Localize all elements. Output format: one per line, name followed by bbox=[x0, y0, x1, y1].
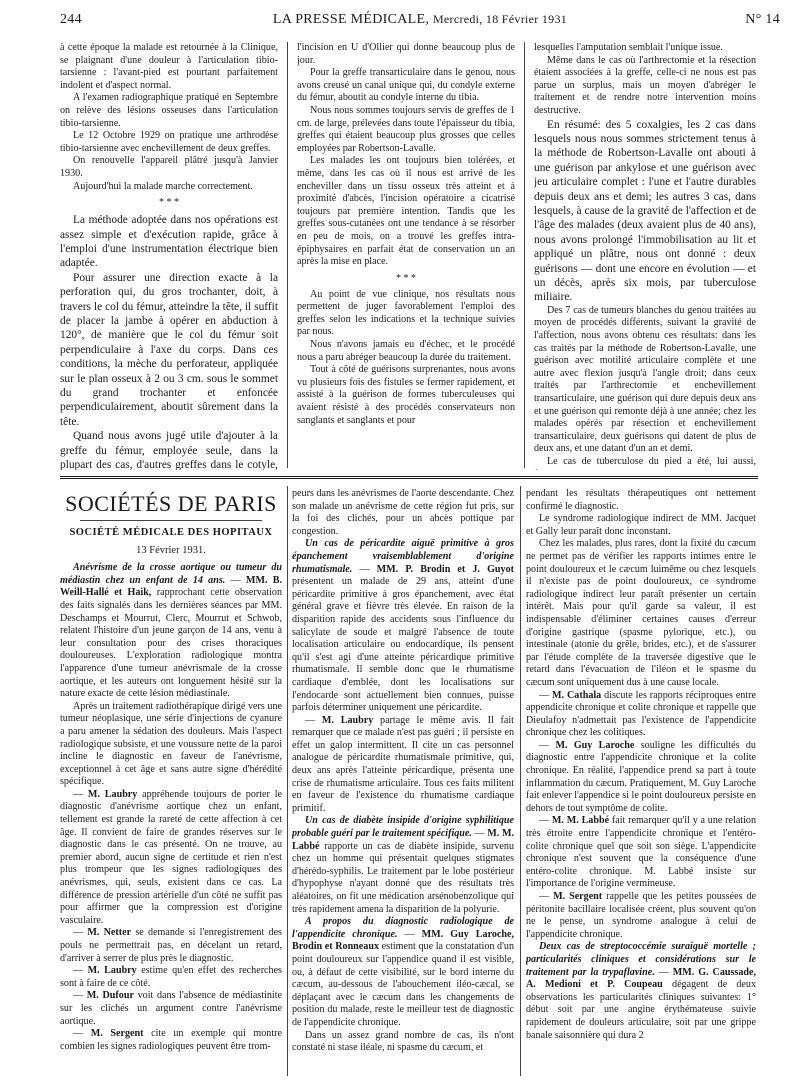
paragraph: La méthode adoptée dans nos opérations est assez simple et d'exécution rapide, grâce à l'emploi d'une instrumentation électrique bien adaptée. bbox=[60, 214, 278, 270]
discussion-text: se demande si l'enregistrement des pouls ne permettrait pas, en décelant un retard, d'arriver à serrer de plus près le diagnostic. bbox=[60, 927, 282, 964]
society-name: SOCIÉTÉ MÉDICALE DES HOPITAUX bbox=[69, 527, 273, 538]
communication-authors: MM. B. Weill-Hallé et Haik, bbox=[60, 574, 282, 599]
discussion-text: fait remarquer qu'il y a une relation très étroite entre l'appendicite chronique et l'entéro-colite chronique quel que soit son siège. L'appendicite chronique n'est souvent que la conséquence d'une entéro-colite chronique. M. Labbé insiste sur l'importance de l'origine vermineuse. bbox=[526, 815, 756, 890]
communication-text: rapprochant cette observation des faits signalés dans les dernières séances par MM. Deschamps et Mourrut, Clerc, Mourrut et Schwob, relatent l'histoire d'un jeune garçon de 14 ans, venu à leur consultation pour des crises thoraciques douloureuses. L'exploration radiologique montra l'apparence d'une tumeur anévrismale de la crosse aortique, et les auteurs ont longuement hésité sur la nature exacte de cette lésion médiastinale. bbox=[60, 587, 282, 700]
column-divider bbox=[287, 486, 288, 1076]
paragraph: Nous nous sommes toujours servis de greffes de 1 cm. de large, prélevées dans toute l'épaisseur du tibia, greffes qui étaient beaucoup plus grosses que celles employées par Robertson-Lavalle. bbox=[297, 104, 515, 154]
top-column-1 bbox=[60, 42, 278, 470]
communication-text: dégagent de deux observations les particularités cliniques suivantes: 1° début soit par une angine érythémateuse suivie rapidement de douleurs articulaire, soit par une grippe banale saisonnière qui dura 2 bbox=[526, 979, 756, 1041]
bottom-column-1 bbox=[60, 488, 282, 1074]
communication: A propos du diagnostic radiologique de l'appendicite chronique. — MM. Guy Laroche, Brodin et Ronneaux estiment que la constatation d'un point douloureux sur l'appendice quand il est visible, ou, à défaut de cette visibilité, sur le bord interne du cæcum, au-dessous de l'abouchement iléo-cæcal, se déplaçant avec le cæcum dans les changements de position du malade, reste le meilleur test de diagnostic de l'appendicite chronique. bbox=[292, 916, 514, 1028]
column-divider bbox=[287, 42, 288, 468]
paragraph: Pour la greffe transarticulaire dans le genou, nous avons creusé un canal unique qui, du condyle externe du fémur, aboutit au condyle interne du tibia. bbox=[297, 67, 515, 104]
discussion-text: rappelle que les petites poussées de péritonite bacillaire localisée créent, plus souvent qu'on ne le pense, un syndrome analogue à celui de l'appendicite chronique. bbox=[526, 891, 756, 940]
paragraph: Le syndrome radiologique indirect de MM. Jacquet et Gally leur paraît donc inconstant. bbox=[526, 513, 756, 537]
page-number: 244 bbox=[60, 12, 82, 27]
paragraph: Chez les malades, plus rares, dont la fixité du cæcum ne permet pas de vérifier les rapports intimes entre le point douloureux et le cæcum luimême ou chez lesquels il n'existe pas de point douloureux, ce syndrome radiologique indirect leur paraît présenter un certain intérêt. Mais pour qu'il garde sa valeur, il est indispensable d'éliminer certaines causes d'erreur d'origine gastrique (spasme pylorique, etc.), ou intestinale (atonie du grêle, brides, etc.), et de s'assurer par l'étude complète de la traversée digestive que le retard dans l'évacuation de l'iléon et le spasme du cæcum sont uniquement dus à une cause locale. bbox=[526, 538, 756, 688]
communication-authors: MM. P. Brodin et J. Guyot bbox=[376, 563, 514, 575]
discussion: — M. Sergent rappelle que les petites poussées de péritonite bacillaire localisée créent, plus souvent qu'on ne le pense, un syndrome analogue à celui de l'appendicite chronique. bbox=[526, 891, 756, 940]
discussion: — M. Cathala discute les rapports réciproques entre appendicite chronique et colite chronique et rappelle que Dieulafoy n'admettait pas l'existence de l'appendicite chronique chez les colitiques. bbox=[526, 689, 756, 739]
communication-text: rapporte un cas de diabète insipide, survenu chez un homme qui présentait quelques stigmates d'hérédo-syphilis. Le traitement par le lobe postérieur d'hypophyse n'ayant donné que des résultats très aléatoires, on fit une médication arsénobenzolique qui très rapidement amena la disparition de la polyurie. bbox=[292, 840, 514, 915]
communication-text: présentent un malade de 29 ans, atteint d'une péricardite primitive à gros épanchement, avec état général grave et fièvre très élevée. En raison de la disparition rapide des accidents sous l'influence du salicylate de soude et malgré l'absence de toute localisation articulaire ou endocardique, ils pensent qu'il s'est agi d'une atteinte péricardique primitive rhumatismale. Il semble donc que le rhumatisme cardiaque d'emblée, dont les localisations sur l'endocarde sont actuellement bien connues, puisse parfois déterminer uniquement une péricardite. bbox=[292, 576, 514, 714]
communication: Anévrisme de la crosse aortique ou tumeur du médiastin chez un enfant de 14 ans. — MM. B. Weill-Hallé et Haik, rapprochant cette observation des faits signalés dans les dernières séances par MM. Deschamps et Mourrut, Clerc, Mourrut et Schwob, relatent l'histoire d'un jeune garçon de 14 ans, venu à leur consultation pour des crises thoraciques douloureuses. L'exploration radiologique montra l'apparence d'une tumeur anévrismale de la crosse aortique, et les auteurs ont longuement hésité sur la nature exacte de cette lésion médiastinale. bbox=[60, 562, 282, 700]
discussion-text: voit dans l'absence de médiastinite sur les clichés un argument contre l'anévrisme aortique. bbox=[60, 990, 282, 1027]
speaker: M. Dufour bbox=[86, 990, 134, 1002]
paragraph: Pour assurer une direction exacte à la perforation qui, du gros trochanter, doit, à travers le col du fémur, atteindre la tête, il suffit de placer la jambe à opérer en abduction à 120°, de manière que le col du fémur soit perpendiculaire à l'axe du corps. Dans ces conditions, la mèche du perforateur, appliquée sur le plan osseux à 2 ou 3 cm. sous le sommet du grand trochanter et enfoncée perpendiculairement, aboutit sûrement dans la tête. bbox=[60, 271, 278, 428]
speaker: M. Laubry bbox=[87, 788, 138, 800]
discussion: — M. Guy Laroche souligne les difficultés du diagnostic entre l'appendicite chronique et la colite chronique. En réalité, l'appendice prend sa part à toute inflammation du cæcum. Pratiquement, M. Guy Laroche fait enlever l'appendice si le point douloureux persiste en dehors de tout symptôme de colite. bbox=[526, 739, 756, 814]
section-separator: * * * bbox=[159, 197, 179, 209]
bottom-column-3 bbox=[526, 488, 756, 1074]
discussion: — M. Laubry partage le même avis. Il fait remarquer que ce malade n'est pas guéri ; il persiste en effet un galop intermittent. Il cite un cas personnel analogue de péricardite rhumatismale primitive, qui, deux ans après l'atteinte péricardique, présenta une crise de rhumatisme articulaire. Tous ces faits militent en faveur de l'existence du rhumatisme cardiaque primitif. bbox=[292, 714, 514, 814]
discussion-text: souligne les difficultés du diagnostic entre l'appendicite chronique et la colite chronique. En réalité, l'appendice prend sa part à toute inflammation du cæcum. Pratiquement, M. Guy Laroche fait enlever l'appendice si le point douloureux persiste en dehors de tout symptôme de colite. bbox=[526, 739, 756, 814]
section-separator: * * * bbox=[396, 272, 416, 284]
communication-title: Anévrisme de la crosse aortique ou tumeur du médiastin chez un enfant de 14 ans. bbox=[60, 562, 282, 586]
paragraph: Quand nous avons jugé utile d'ajouter à la greffe du fémur, employée seule, dans la plupart des cas, d'autres greffes dans le cotyle, bbox=[60, 430, 278, 470]
paragraph: Le 12 Octobre 1929 on pratique une arthrodèse tibio-tarsienne avec enchevillement de deux greffes. bbox=[60, 130, 278, 154]
discussion: — M. M. Labbé fait remarquer qu'il y a une relation très étroite entre l'appendicite chronique et l'entéro-colite chronique quel que soit son siège. L'appendicite chronique n'est souvent que la conséquence d'une entéro-colite chronique. M. Labbé insiste sur l'importance de l'origine vermineuse. bbox=[526, 815, 756, 890]
paragraph: Tout à côté de guérisons surprenantes, nous avons vu plusieurs fois des fistules se fermer rapidement, et assisté à la guérison de formes tuberculeuses qui avaient résisté à des procédés conservateurs non sanglants et sanglants et pour bbox=[297, 364, 515, 426]
page-header bbox=[60, 12, 780, 32]
communication-title: Un cas de diabète insipide d'origine syphilitique probable guéri par le traitement spécifique. bbox=[292, 815, 514, 840]
paragraph: Aujourd'hui la malade marche correctement. bbox=[73, 180, 253, 192]
speaker: M. Sergent bbox=[90, 1028, 144, 1040]
top-column-2 bbox=[297, 42, 515, 470]
paragraph: Les malades les ont toujours bien tolérées, et même, dans les cas où il nous est arrivé de les encheviller dans un tissu osseux très atteint et à proximité d'abcès, l'incision opératoire a cicatrisé toujours par première intention. Tandis que les greffes sous-cutanées ont une tendance à se résorber en peu de mois, on a trouvé les greffes intra-épiphysaires en parfait état de conservation un an après la mise en place. bbox=[297, 155, 515, 268]
communication: Un cas de diabète insipide d'origine syphilitique probable guéri par le traitement spécifique. — M. M. Labbé rapporte un cas de diabète insipide, survenu chez un homme qui présentait quelques stigmates d'hérédo-syphilis. Le traitement par le lobe postérieur d'hypophyse n'ayant donné que des résultats très aléatoires, on fit une médication arsénobenzolique qui très rapidement amena la disparition de la polyurie. bbox=[292, 815, 514, 915]
paragraph: En résumé: des 5 coxalgies, les 2 cas dans lesquels nous nous sommes strictement tenus à la méthode de Robertson-Lavalle ont abouti à une guérison par ankylose et une guérison avec jeu articulaire complet : l'une et l'autre durables depuis deux ans et demi; les autres 3 cas, dans lesquels, à cause de la gravité de l'affection et de l'âge des malades (deux avaient plus de 40 ans), nous avons prolongé l'immobilisation au lit et appliqué un plâtre, nous ont donné : deux guérisons — dont une encore en évolution — et un décès, après six mois, par tuberculose miliaire. bbox=[534, 118, 756, 304]
title-rule bbox=[80, 520, 262, 521]
paragraph: Des 7 cas de tumeurs blanches du genou traitées au moyen de procédés différents, suivant la gravité de l'affection, nous avons obtenu ces résultats: dans les cas traités par la méthode de Robertson-Lavalle, une guérison avec motilité articulaire complète et une autre avec flexion jusqu'à l'angle droit; dans ceux traités par l'arthrectomie et enchevillement transarticulaire, une guérison qui dure depuis deux ans et une guérison qui remonte déjà à une année; chez les malades opérés par résection et enchevillement transarticulaire, deux guérisons qui datent de plus de deux ans, et une datant d'un an et demi. bbox=[534, 304, 756, 455]
paragraph: Dans un assez grand nombre de cas, ils n'ont constaté ni stase iléale, ni spasme du cæcum, et bbox=[292, 1029, 514, 1054]
speaker: M. Laubry bbox=[321, 714, 374, 726]
discussion: — M. Dufour voit dans l'absence de médiastinite sur les clichés un argument contre l'anévrisme aortique. bbox=[60, 990, 282, 1027]
discussion-text: partage le même avis. Il fait remarquer que ce malade n'est pas guéri ; il persiste en effet un galop intermittent. Il cite un cas personnel analogue de péricardite rhumatismale primitive, qui, deux ans après l'atteinte péricardique, présenta une crise de rhumatisme articulaire. Tous ces faits militent en faveur de l'existence du rhumatisme cardiaque primitif. bbox=[292, 714, 514, 814]
paragraph: l'incision en U d'Ollier qui donne beaucoup plus de jour. bbox=[297, 42, 515, 66]
discussion: — M. Netter se demande si l'enregistrement des pouls ne permettrait pas, en décelant un retard, d'arriver à serrer de plus près le diagnostic. bbox=[60, 927, 282, 964]
bottom-column-2 bbox=[292, 488, 514, 1074]
paragraph: A l'examen radiographique pratiqué en Septembre on relève des lésions osseuses dans l'articulation tibio-tarsienne. bbox=[60, 92, 278, 129]
column-divider bbox=[520, 486, 521, 1076]
journal-title bbox=[60, 12, 780, 28]
section-rule bbox=[60, 476, 758, 479]
paragraph: peurs dans les anévrismes de l'aorte descendante. Chez son malade un anévrisme de cette région fut pris, sur la foi des clichés, pour un abcès pottique par congestion. bbox=[292, 488, 514, 537]
communication: Un cas de péricardite aiguë primitive à gros épanchement vraisemblablement d'origine rhumatismale. — MM. P. Brodin et J. Guyot présentent un malade de 29 ans, atteint d'une péricardite primitive à gros épanchement, avec état général grave et fièvre très élevée. En raison de la disparition rapide des accidents sous l'influence du salicylate de soude et malgré l'absence de toute localisation articulaire ou endocardique, ils pensent qu'il s'est agi d'une atteinte péricardique primitive rhumatismale. Il semble donc que le rhumatisme cardiaque d'emblée, dont les localisations sur l'endocarde sont actuellement bien connues, puisse parfois déterminer uniquement une péricardite. bbox=[292, 538, 514, 714]
paragraph: pendant les résultats thérapeutiques ont nettement confirmé le diagnostic. bbox=[526, 488, 756, 512]
communication-title: Deux cas de streptococcémie suraiguë mortelle ; particularités cliniques et considérations sur le traitement par la trypaflavine. bbox=[526, 941, 756, 978]
discussion-text: appréhende toujours de porter le diagnostic d'anévrisme aortique chez un enfant, tellement est grande la rareté de cette affection à cet âge. Il convient de faire de grandes réserves sur le diagnostic dans le cas présenté. On ne trouve, au premier abord, aucun signe de certitude et rien n'est plus trompeur que les signes radiologiques des anévrismes, qui, seuls, existent dans ce cas. La différence de pression artérielle d'un côté ne suffit pas pour affirmer que la compression est d'origine vasculaire. bbox=[60, 788, 282, 926]
section-title: SOCIÉTÉS DE PARIS bbox=[65, 491, 277, 516]
speaker: M. Sergent bbox=[553, 891, 603, 902]
column-divider bbox=[524, 42, 525, 468]
communication-title: A propos du diagnostic radiologique de l'appendicite chronique. bbox=[292, 916, 514, 940]
discussion-text: estime qu'en effet des recherches sont à faire de ce côté. bbox=[60, 965, 282, 989]
journal-name: LA PRESSE MÉDICALE, bbox=[272, 12, 430, 27]
discussion: — M. Laubry appréhende toujours de porter le diagnostic d'anévrisme aortique chez un enfant, tellement est grande la rareté de cette affection à cet âge. Il convient de faire de grandes réserves sur le diagnostic dans le cas présenté. On ne trouve, au premier abord, aucun signe de certitude et rien n'est plus trompeur que les signes radiologiques des anévrismes, qui, seuls, existent dans ce cas. La différence de pression artérielle d'un côté ne suffit pas pour affirmer que la compression est d'origine vasculaire. bbox=[60, 788, 282, 926]
speaker: M. Netter bbox=[87, 927, 132, 939]
speaker: M. Cathala bbox=[552, 689, 602, 701]
paragraph: Au point de vue clinique, nos résultats nous permettent de juger favorablement l'emploi des greffes selon les indications et la technique suivies par nous. bbox=[297, 288, 515, 338]
communication-authors: MM. Guy Laroche, Brodin et Ronneaux bbox=[292, 928, 514, 953]
discussion-text: discute les rapports réciproques entre appendicite chronique et colite chronique et rappelle que Dieulafoy n'admettait pas l'existence de l'appendicite chronique chez les colitiques. bbox=[526, 689, 756, 739]
speaker: M. Laubry bbox=[87, 965, 137, 977]
discussion-text: cite un exemple qui montre combien les signes radiologiques peuvent être trom- bbox=[60, 1028, 282, 1052]
communication-text: estiment que la constatation d'un point douloureux sur l'appendice quand il est visible, ou, à défaut de cette visibilité, sur le bord interne du cæcum, au-dessous de l'abouchement iléo-cæcal, se déplaçant avec le cæcum dans les changements de position du malade, reste le meilleur test de diagnostic de l'appendicite chronique. bbox=[292, 941, 514, 1028]
paragraph: Après un traitement radiothérapique dirigé vers une tumeur néoplasique, une série d'injections de cyanure a paru amener la sédation des douleurs. Mais l'aspect radiologique subsiste, et une voussure nette de la paroi incline le diagnostic en faveur de l'anévrisme, exceptionnel à cet âge et sans autre signe d'hérédité spécifique. bbox=[60, 700, 282, 788]
paragraph: Nous n'avons jamais eu d'échec, et le procédé nous a paru abréger beaucoup la durée du traitement. bbox=[297, 339, 515, 363]
discussion: — M. Sergent cite un exemple qui montre combien les signes radiologiques peuvent être trom- bbox=[60, 1028, 282, 1052]
paragraph: lesquelles l'amputation semblait l'unique issue. bbox=[534, 42, 723, 53]
top-column-3 bbox=[534, 42, 756, 470]
discussion: — M. Laubry estime qu'en effet des recherches sont à faire de ce côté. bbox=[60, 965, 282, 989]
paragraph: Même dans le cas où l'arthrectomie et la résection étaient associées à la greffe, celle-ci ne nous est pas parue un surplus, mais un moyen d'abréger le traitement et de rendre notre intervention moins destructive. bbox=[534, 54, 756, 116]
issue-number: N° 14 bbox=[745, 12, 780, 27]
issue-date: Mercredi, 18 Février 1931 bbox=[432, 12, 568, 26]
session-date: 13 Février 1931. bbox=[136, 544, 206, 556]
communication-title: Un cas de péricardite aiguë primitive à gros épanchement vraisemblablement d'origine rhumatismale. bbox=[292, 538, 514, 575]
speaker: M. Guy Laroche bbox=[555, 739, 635, 751]
speaker: M. M. Labbé bbox=[551, 815, 610, 827]
paragraph: On renouvelle l'appareil plâtré jusqu'à Janvier 1930. bbox=[60, 155, 278, 179]
communication-authors: MM. G. Caussade, A. Medioni et P. Coupeau bbox=[526, 966, 756, 991]
communication: Deux cas de streptococcémie suraiguë mortelle ; particularités cliniques et considérations sur le traitement par la trypaflavine. — MM. G. Caussade, A. Medioni et P. Coupeau dégagent de deux observations les particularités cliniques suivantes: 1° début soit par une angine érythémateuse suivie rapidement de douleurs articulaire, soit par une grippe banale saisonnière qui dura 2 bbox=[526, 941, 756, 1041]
communication-authors: M. M. Labbé bbox=[292, 828, 514, 852]
paragraph: Le cas de tuberculose du pied a été, lui aussi, bbox=[547, 455, 756, 467]
paragraph: à cette époque la malade est retournée à la Clinique, se plaignant d'une douleur à l'articulation tibio-tarsienne : l'avant-pied est pourtant parfaitement indolent et d'aspect normal. bbox=[60, 42, 278, 91]
